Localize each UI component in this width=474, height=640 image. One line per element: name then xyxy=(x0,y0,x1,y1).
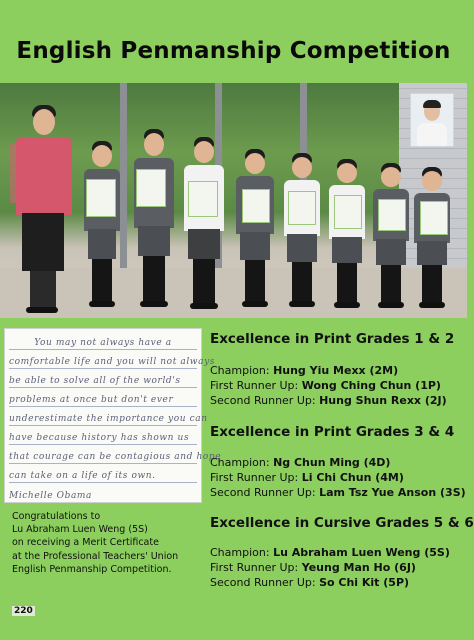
handwriting-line: have because history has shown us xyxy=(9,424,197,445)
student-figure xyxy=(370,163,412,316)
handwriting-sample xyxy=(4,328,222,503)
handwriting-line: that courage can be contagious and hope xyxy=(9,443,197,464)
winner-line: Second Runner Up: Lam Tsz Yue Anson (3S) xyxy=(210,486,466,499)
section-title-print-1-2: Excellence in Print Grades 1 & 2 xyxy=(210,331,455,347)
handwriting-line: be able to solve all of the world's xyxy=(9,367,197,388)
winner-line: Champion: Hung Yiu Mexx (2M) xyxy=(210,364,399,377)
handwriting-signature: Michelle Obama xyxy=(9,491,93,501)
winner-line: Second Runner Up: Hung Shun Rexx (2J) xyxy=(210,394,447,407)
student-figure xyxy=(180,137,228,316)
winner-line: Champion: Lu Abraham Luen Weng (5S) xyxy=(210,546,450,559)
student-figure xyxy=(326,159,368,316)
group-photo xyxy=(0,83,467,318)
student-figure xyxy=(410,167,454,316)
congratulations-caption: Congratulations to Lu Abraham Luen Weng (5S) on receiving a Merit Certificate at the Professional Teachers' Union English Penmanship Competition. xyxy=(12,511,179,575)
handwriting-line: can take on a life of its own. xyxy=(9,462,197,483)
page-title: English Penmanship Competition xyxy=(16,38,451,64)
winner-line: Second Runner Up: So Chi Kit (5P) xyxy=(210,576,410,589)
handwriting-line: comfortable life and you will not always xyxy=(9,348,197,369)
student-figure xyxy=(130,129,178,316)
page-number: 220 xyxy=(14,606,33,616)
handwriting-line: underestimate the importance you can xyxy=(9,405,197,426)
winner-line: First Runner Up: Li Chi Chun (4M) xyxy=(210,471,404,484)
student-figure xyxy=(280,153,324,316)
winner-line: First Runner Up: Wong Ching Chun (1P) xyxy=(210,379,441,392)
winner-line: Champion: Ng Chun Ming (4D) xyxy=(210,456,391,469)
winner-line: First Runner Up: Yeung Man Ho (6J) xyxy=(210,561,416,574)
handwriting-line: You may not always have a xyxy=(9,329,197,350)
student-figure xyxy=(232,149,278,316)
section-title-cursive-5-6: Excellence in Cursive Grades 5 & 6 xyxy=(210,515,474,531)
section-title-print-3-4: Excellence in Print Grades 3 & 4 xyxy=(210,424,455,440)
teacher-figure xyxy=(12,105,72,315)
handwriting-line: problems at once but don't ever xyxy=(9,386,197,407)
student-figure xyxy=(80,141,124,316)
inset-portrait xyxy=(410,93,454,147)
